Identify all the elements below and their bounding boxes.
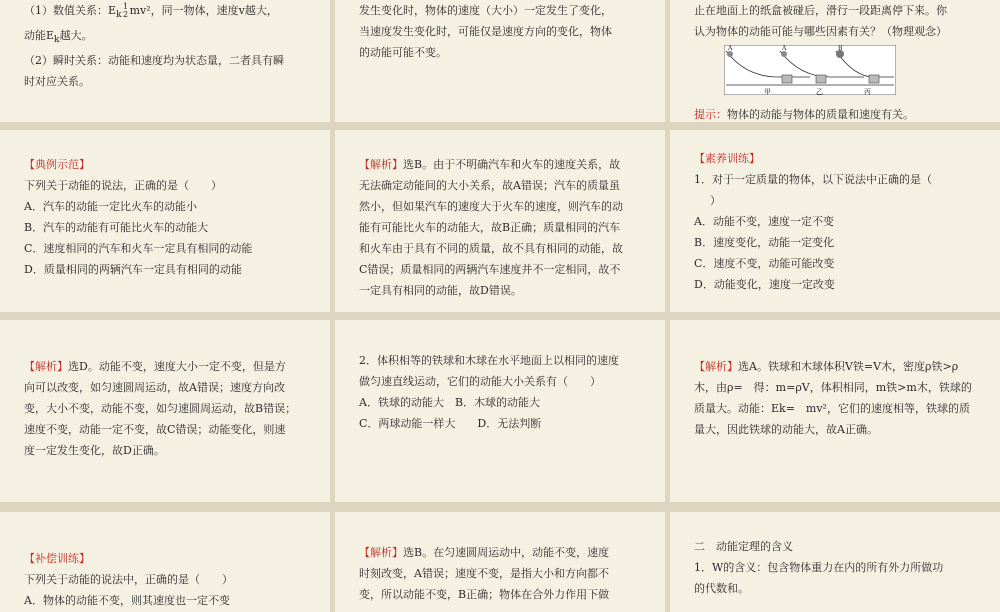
example-tag: 【典例示范】 — [24, 158, 90, 171]
panel-r2-c2: 【解析】选B。由于不明确汽车和火车的速度关系，故 无法确定动能间的大小关系，故A错误；汽车的质量虽 然小，但如果汽车的速度大于火车的速度，则汽车的动 能有可能比火车的动能大，故B正确；质量相同的汽车 和火车由于具有不同的质量，故不具有相同的动能，故 C错误；质量相同的两辆汽车速度并不一定相同，故不 一定具有相同的动能，故D错误。 — [335, 130, 665, 312]
fraction-half: 1 2 — [123, 2, 129, 19]
box-icon — [782, 75, 792, 83]
panel-r4-c1: 【补偿训练】 下列关于动能的说法中，正确的是（ ） A．物体的动能不变，则其速度也一定不变 — [0, 512, 330, 612]
panel-r4-c3: 二 动能定理的含义 1．W的含义：包含物体重力在内的所有外力所做功 的代数和。 — [670, 512, 1000, 612]
training-tag: 【素养训练】 — [694, 152, 760, 165]
analysis-tag: 【解析】 — [694, 360, 738, 373]
label-a1: A — [728, 45, 733, 52]
panel-r1-c2: 发生变化时，物体的速度（大小）一定发生了变化， 当速度发生变化时，可能仅是速度方向的变化，物体 的动能可能不变。 — [335, 0, 665, 122]
panel-r2-c1: 【典例示范】 下列关于动能的说法，正确的是（ ） A．汽车的动能一定比火车的动能小 B．汽车的动能有可能比火车的动能大 C．速度相同的汽车和火车一定具有相同的动能 D．质量相同的两辆汽车一定具有相同的动能 — [0, 130, 330, 312]
analysis-tag: 【解析】 — [24, 360, 68, 373]
box-icon — [869, 75, 879, 83]
analysis-tag: 【解析】 — [359, 158, 403, 171]
panel-r4-c2: 【解析】选B。在匀速圆周运动中，动能不变，速度 时刻改变，A错误；速度不变，是指大小和方向都不 变，所以动能不变，B正确；物体在合外力作用下做 — [335, 512, 665, 612]
panel-r2-c3: 【素养训练】 1．对于一定质量的物体，以下说法中正确的是（ ） A．动能不变，速度一定不变 B．速度变化，动能一定变化 C．速度不变，动能可能改变 D．动能变化，速度一定改变 — [670, 130, 1000, 312]
label-yi: 乙 — [816, 88, 823, 95]
label-bing: 丙 — [864, 88, 871, 95]
label-a2: A — [782, 45, 787, 52]
label-b: B — [838, 45, 843, 52]
tip-line: 提示：物体的动能与物体的质量和速度有关。 — [694, 108, 914, 121]
box-icon — [816, 75, 826, 83]
panel-r1-c3: 止在地面上的纸盒被碰后，滑行一段距离停下来。你 认为物体的动能可能与哪些因素有关？（物理观念） A A B 甲 乙 丙 提示：物体的动能与物体的质量和速度有关。 — [670, 0, 1000, 122]
experiment-diagram — [724, 45, 896, 95]
label-jia: 甲 — [764, 88, 771, 95]
compensation-tag: 【补偿训练】 — [24, 552, 90, 565]
analysis-tag: 【解析】 — [359, 546, 403, 559]
panel-r3-c3: 【解析】选A。铁球和木球体积V铁=V木，密度ρ铁>ρ 木，由ρ= 得：m=ρV，体积相同，m铁>m木，铁球的 质量大。动能：Ek= mv²，它们的速度相等，铁球的质 量大，因此铁球的动能大，故A正确。 — [670, 320, 1000, 502]
panel-r3-c1: 【解析】选D。动能不变，速度大小一定不变，但是方 向可以改变，如匀速圆周运动，故A错误；速度方向改 变，大小不变，动能不变，如匀速圆周运动，故B错误； 速度不变，动能一定不变，故C错误；动能变化，则速 度一定发生变化，故D正确。 — [0, 320, 330, 502]
panel-r3-c2: 2．体积相等的铁球和木球在水平地面上以相同的速度 做匀速直线运动，它们的动能大小关系有（ ） A．铁球的动能大 B．木球的动能大 C．两球动能一样大 D．无法判断 — [335, 320, 665, 502]
panel-r1-c1: （1）数值关系：$E_k1$ 2mv²，同一物体，速度v越大， 动能$E_k$越大。 （2）瞬时关系：动能和速度均为状态量，二者具有瞬 时对应关系。 — [0, 0, 330, 122]
section-heading: 二 动能定理的含义 — [694, 540, 793, 553]
